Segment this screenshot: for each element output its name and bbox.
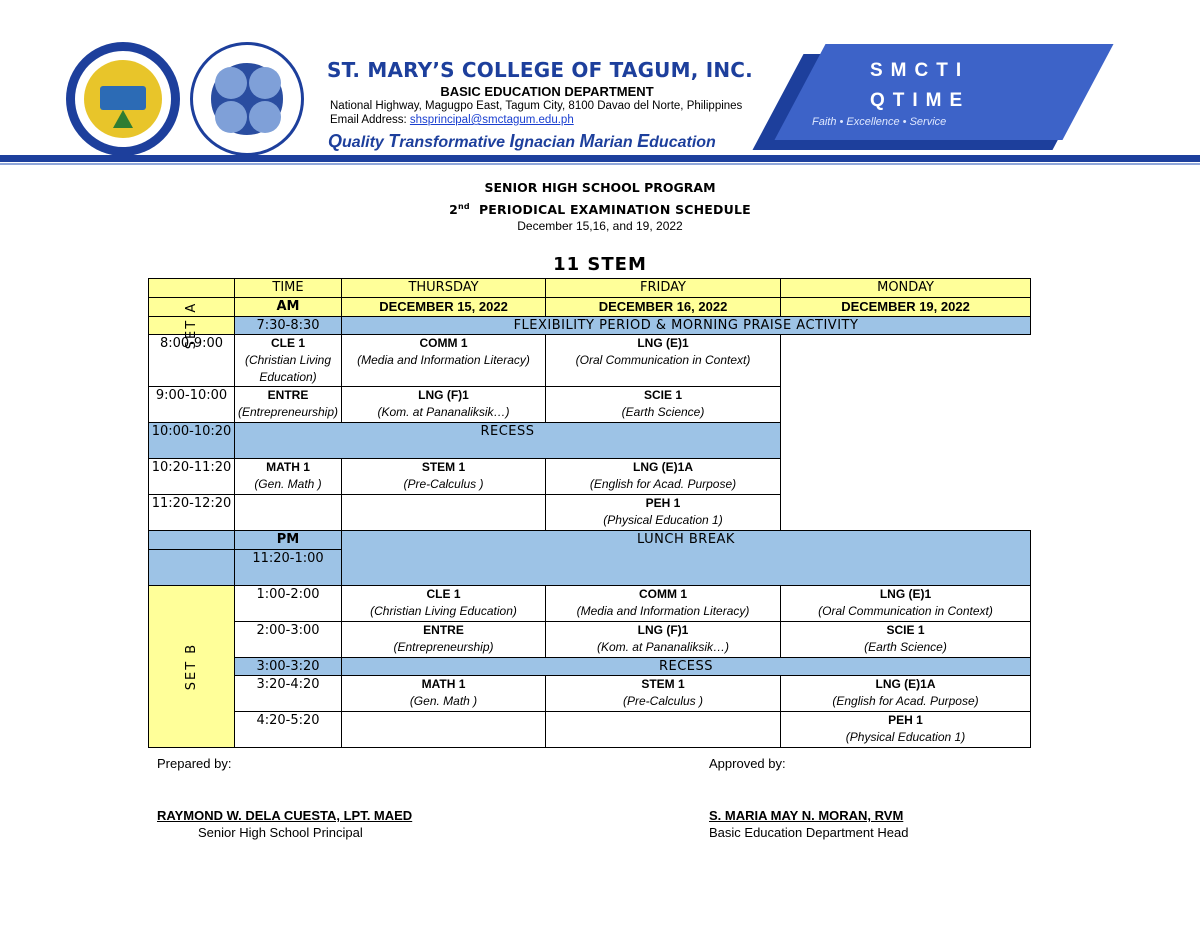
set-gap-cell <box>149 531 235 550</box>
time-cell: 11:20-12:20 <box>149 495 235 531</box>
subject-code: SCIE 1 <box>643 388 682 402</box>
exam-cell <box>546 622 781 658</box>
exam-title-text: PERIODICAL EXAMINATION SCHEDULE <box>469 202 751 218</box>
exam-schedule-table <box>148 278 1031 748</box>
table-row <box>149 531 1031 550</box>
pm-label: PM <box>235 531 342 550</box>
subject-name: (Pre-Calculus ) <box>622 694 703 708</box>
exam-cell <box>546 495 781 531</box>
exam-cell <box>235 335 342 387</box>
exam-cell <box>342 586 546 622</box>
school-address: National Highway, Magugpo East, Tagum City, 8100 Davao del Norte, Philippines <box>330 100 743 112</box>
exam-dates: December 15,16, and 19, 2022 <box>517 219 683 233</box>
motto-initial: I <box>509 131 515 151</box>
date-header-monday: DECEMBER 19, 2022 <box>781 298 1031 317</box>
subject-name: (Christian Living Education) <box>244 353 332 384</box>
table-row <box>149 622 1031 658</box>
exam-ordinal: 2 <box>449 202 459 218</box>
banner-title <box>870 56 1050 116</box>
date-header-friday: DECEMBER 16, 2022 <box>546 298 781 317</box>
set-a-label: SET A <box>184 301 199 350</box>
subject-code: STEM 1 <box>421 460 466 474</box>
subject-code: CLE 1 <box>270 336 305 350</box>
school-name: ST. MARY’S COLLEGE OF TAGUM, INC. <box>327 58 753 82</box>
time-cell: 2:00-3:00 <box>235 622 342 658</box>
subject-code: LNG (E)1 <box>637 336 689 350</box>
subject-code: LNG (F)1 <box>637 623 689 637</box>
table-row <box>149 387 1031 423</box>
table-row <box>149 712 1031 748</box>
subject-code: LNG (E)1A <box>875 677 936 691</box>
time-cell: 4:20-5:20 <box>235 712 342 748</box>
prepared-by-title: Senior High School Principal <box>198 825 363 840</box>
motto-word-rest: arian <box>594 134 638 151</box>
department-name: BASIC EDUCATION DEPARTMENT <box>440 84 654 99</box>
motto-initial: M <box>579 131 595 151</box>
subject-name: (English for Acad. Purpose) <box>832 694 979 708</box>
table-row <box>149 676 1031 712</box>
exam-cell <box>781 712 1031 748</box>
header-divider <box>0 155 1200 162</box>
exam-cell <box>342 459 546 495</box>
exam-cell <box>781 676 1031 712</box>
exam-cell <box>546 712 781 748</box>
exam-cell <box>546 387 781 423</box>
prepared-by-name: RAYMOND W. DELA CUESTA, LPT. MAED <box>157 808 413 823</box>
banner-line-1: SMCTI <box>870 60 970 81</box>
time-cell: 7:30-8:30 <box>235 317 342 335</box>
subject-code: LNG (E)1 <box>879 587 932 601</box>
corner-cell <box>149 279 235 298</box>
exam-cell <box>235 459 342 495</box>
email-link[interactable]: shsprincipal@smctagum.edu.ph <box>409 114 574 126</box>
subject-name: (Entrepreneurship) <box>237 405 339 419</box>
table-row <box>149 423 1031 459</box>
time-cell: 10:20-11:20 <box>149 459 235 495</box>
subject-name: (Kom. at Pananaliksik…) <box>377 405 510 419</box>
time-cell: 8:00-9:00 <box>149 335 235 387</box>
subject-code: ENTRE <box>423 623 464 637</box>
subject-code: COMM 1 <box>639 587 687 601</box>
exam-cell <box>546 459 781 495</box>
subject-name: (Kom. at Pananaliksik…) <box>596 640 730 654</box>
motto-word-rest: uality <box>342 134 389 151</box>
exam-cell <box>342 676 546 712</box>
day-header-thursday: THURSDAY <box>342 279 546 298</box>
subject-code: SCIE 1 <box>886 623 925 637</box>
subject-code: PEH 1 <box>645 496 681 510</box>
exam-cell <box>546 676 781 712</box>
exam-cell <box>546 586 781 622</box>
exam-cell <box>342 622 546 658</box>
motto-word-rest: ducation <box>649 134 716 151</box>
subject-name: (Oral Communication in Context) <box>818 604 993 618</box>
subject-code: LNG (F)1 <box>418 388 469 402</box>
exam-title <box>0 202 1200 217</box>
time-header: TIME <box>235 279 342 298</box>
time-cell: 3:00-3:20 <box>235 658 342 676</box>
recess-band: RECESS <box>342 658 1031 676</box>
morning-activity-band: FLEXIBILITY PERIOD & MORNING PRAISE ACTIVITY <box>342 317 1031 335</box>
exam-cell <box>342 387 546 423</box>
subject-name: (Oral Communication in Context) <box>575 353 751 367</box>
set-gap-cell <box>149 550 235 586</box>
set-b-label: SET B <box>184 642 199 691</box>
email-line <box>330 114 574 126</box>
book-icon <box>100 86 146 110</box>
exam-cell <box>781 622 1031 658</box>
recess-band: RECESS <box>235 423 781 459</box>
table-row <box>149 495 1031 531</box>
lunch-break-band: LUNCH BREAK <box>342 531 1031 586</box>
header-divider-light <box>0 163 1200 165</box>
exam-cell <box>546 335 781 387</box>
motto-word-rest: gnacian <box>514 134 580 151</box>
motto-initial: T <box>388 131 400 151</box>
time-cell: 11:20-1:00 <box>235 550 342 586</box>
subject-name: (Media and Information Literacy) <box>357 353 530 367</box>
subject-name: (Physical Education 1) <box>603 513 723 527</box>
motto-initial: Q <box>328 131 343 151</box>
motto-initial: E <box>637 131 650 151</box>
day-header-monday: MONDAY <box>781 279 1031 298</box>
approved-by-label: Approved by: <box>709 756 786 771</box>
subject-code: PEH 1 <box>888 713 923 727</box>
subject-code: MATH 1 <box>266 460 310 474</box>
exam-cell <box>781 586 1031 622</box>
prepared-by-label: Prepared by: <box>157 756 232 771</box>
subject-name: (Gen. Math ) <box>409 694 478 708</box>
program-title: SENIOR HIGH SCHOOL PROGRAM <box>484 180 716 195</box>
set-b-label-cell <box>149 586 235 748</box>
subject-name: (English for Acad. Purpose) <box>589 477 737 491</box>
banner-line-2: QTIME <box>870 90 971 111</box>
subject-code: LNG (E)1A <box>633 460 693 474</box>
time-cell: 1:00-2:00 <box>235 586 342 622</box>
subject-name: (Media and Information Literacy) <box>576 604 750 618</box>
subject-code: ENTRE <box>267 388 309 402</box>
subject-name: (Christian Living Education) <box>370 604 517 618</box>
subject-code: CLE 1 <box>426 587 461 601</box>
am-label: AM <box>235 298 342 317</box>
date-header-thursday: DECEMBER 15, 2022 <box>342 298 546 317</box>
table-row <box>149 658 1031 676</box>
set-a-rows <box>149 335 1031 748</box>
table-row <box>149 586 1031 622</box>
subject-name: (Earth Science) <box>621 405 705 419</box>
tree-icon <box>113 110 133 128</box>
approved-by-title: Basic Education Department Head <box>709 825 909 840</box>
time-cell: 10:00-10:20 <box>149 423 235 459</box>
subject-code: MATH 1 <box>421 677 466 691</box>
time-cell: 9:00-10:00 <box>149 387 235 423</box>
exam-cell <box>235 495 342 531</box>
department-seal-logo <box>190 42 304 156</box>
subject-code: COMM 1 <box>419 336 468 350</box>
subject-name: (Pre-Calculus ) <box>403 477 484 491</box>
table-row <box>149 459 1031 495</box>
exam-cell <box>342 712 546 748</box>
motto <box>328 131 716 152</box>
subject-code: STEM 1 <box>641 677 685 691</box>
banner-tagline: Faith • Excellence • Service <box>812 116 947 128</box>
email-label: Email Address: <box>330 114 410 126</box>
exam-ordinal-suffix: nd <box>458 202 470 211</box>
exam-cell <box>342 335 546 387</box>
section-title: 11 STEM <box>553 254 647 275</box>
subject-name: (Physical Education 1) <box>845 730 966 744</box>
day-header-friday: FRIDAY <box>546 279 781 298</box>
time-cell: 3:20-4:20 <box>235 676 342 712</box>
table-row <box>149 335 1031 387</box>
motto-word-rest: ransformative <box>399 134 510 151</box>
subject-name: (Earth Science) <box>864 640 947 654</box>
subject-name: (Gen. Math ) <box>254 477 322 491</box>
college-seal-logo <box>66 42 180 156</box>
exam-cell <box>342 495 546 531</box>
approved-by-name: S. MARIA MAY N. MORAN, RVM <box>709 808 904 823</box>
subject-name: (Entrepreneurship) <box>393 640 494 654</box>
exam-cell <box>235 387 342 423</box>
